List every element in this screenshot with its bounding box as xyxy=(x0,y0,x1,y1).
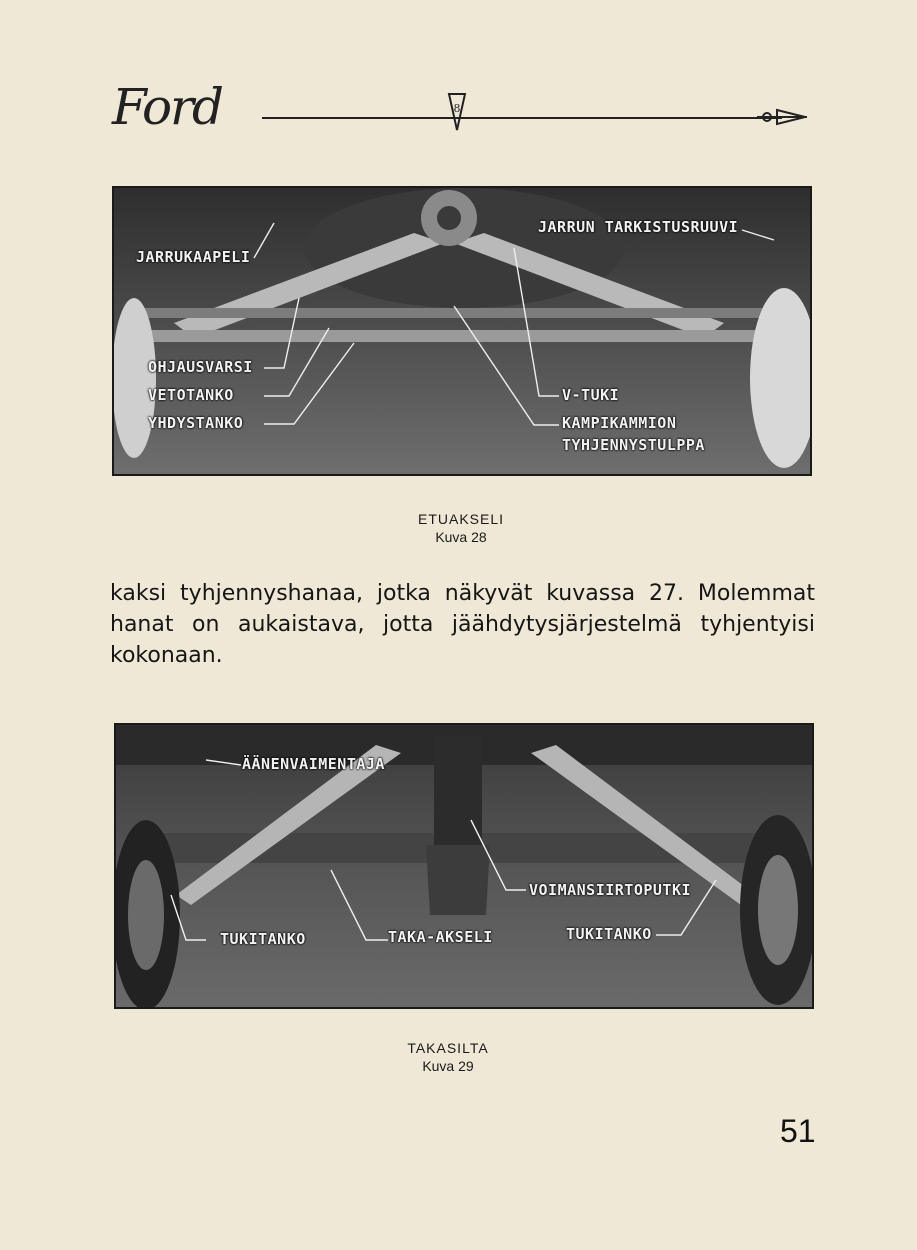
label-jarrukaapeli: JARRUKAAPELI xyxy=(136,248,251,266)
label-kampikammion: KAMPIKAMMION xyxy=(562,414,677,432)
label-tukitanko-left: TUKITANKO xyxy=(220,930,306,948)
figure2-caption-number: Kuva 29 xyxy=(422,1058,474,1074)
label-voimansiirtoputki: VOIMANSIIRTOPUTKI xyxy=(529,881,692,899)
figure1-caption-title: ETUAKSELI xyxy=(417,511,505,527)
svg-text:8: 8 xyxy=(453,102,461,115)
figure1-caption-number: Kuva 28 xyxy=(435,529,487,545)
arrow-head-icon xyxy=(757,107,807,127)
label-jarrun-tarkistusruuvi: JARRUN TARKISTUSRUUVI xyxy=(538,218,739,236)
rear-axle-photo xyxy=(114,723,814,1009)
figure1-caption xyxy=(361,510,561,546)
figure2-caption xyxy=(348,1039,548,1075)
header-rule xyxy=(262,117,782,119)
front-axle-photo xyxy=(112,186,812,476)
label-tyhjennystulppa: TYHJENNYSTULPPA xyxy=(562,436,705,454)
label-tukitanko-right: TUKITANKO xyxy=(566,925,652,943)
figure2-caption-title: TAKASILTA xyxy=(407,1040,489,1056)
page-number: 51 xyxy=(780,1113,816,1149)
ford-logo: Ford xyxy=(112,78,222,136)
label-aanenvaimentaja: ÄÄNENVAIMENTAJA xyxy=(242,755,385,773)
body-paragraph: kaksi tyhjennyshanaa, jotka näkyvät kuvassa 27. Molemmat hanat on aukaistava, jotta jäähdytysjärjestelmä tyhjentyisi kokonaan. xyxy=(110,581,815,668)
label-v-tuki: V-TUKI xyxy=(562,386,620,404)
label-vetotanko: VETOTANKO xyxy=(148,386,234,404)
label-ohjausvarsi: OHJAUSVARSI xyxy=(148,358,253,376)
label-yhdystanko: YHDYSTANKO xyxy=(148,414,244,432)
v8-emblem-icon xyxy=(447,90,467,134)
label-taka-akseli: TAKA-AKSELI xyxy=(388,928,493,946)
